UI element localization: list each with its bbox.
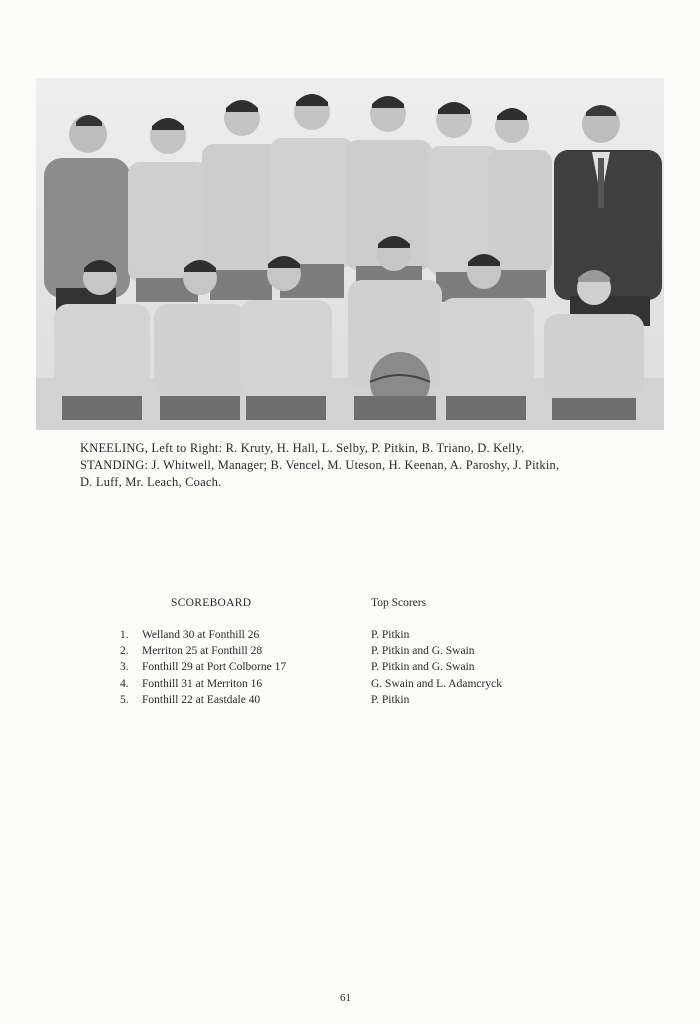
top-scorers-list (371, 627, 502, 708)
scoreboard-title: SCOREBOARD (171, 597, 252, 609)
team-photo (36, 78, 664, 430)
game-number: 2. (120, 645, 129, 658)
game-row (120, 643, 286, 659)
top-scorers-title: Top Scorers (371, 597, 427, 609)
page-number: 61 (340, 992, 351, 1004)
game-result: Welland 30 at Fonthill 26 (142, 629, 260, 641)
photo-caption (80, 440, 640, 491)
top-scorer-entry: P. Pitkin (371, 629, 410, 641)
top-scorer-entry: P. Pitkin and G. Swain (371, 645, 475, 658)
caption-kneeling: KNEELING, Left to Right: R. Kruty, H. Hall, L. Selby, P. Pitkin, B. Triano, D. Kelly. (80, 441, 525, 455)
game-number: 1. (120, 629, 129, 641)
team-photo-illustration (36, 78, 664, 430)
scoreboard-list (120, 627, 286, 708)
game-row (120, 692, 286, 708)
game-number: 4. (120, 677, 129, 690)
top-scorer-entry: P. Pitkin (371, 693, 410, 706)
game-row (120, 659, 286, 675)
top-scorer-entry: G. Swain and L. Adamcryck (371, 677, 502, 690)
game-result: Fonthill 22 at Eastdale 40 (142, 693, 261, 706)
top-scorer-entry: P. Pitkin and G. Swain (371, 661, 475, 674)
game-result: Fonthill 31 at Merriton 16 (142, 677, 263, 690)
game-result: Merriton 25 at Fonthill 28 (142, 645, 263, 658)
caption-standing-line2: D. Luff, Mr. Leach, Coach. (80, 475, 222, 489)
game-row (120, 627, 286, 643)
game-number: 3. (120, 661, 129, 674)
game-result: Fonthill 29 at Port Colborne 17 (142, 661, 287, 674)
game-number: 5. (120, 693, 129, 706)
game-row (120, 676, 286, 692)
caption-standing-line1: STANDING: J. Whitwell, Manager; B. Vencel, M. Uteson, H. Keenan, A. Paroshy, J. Pitkin, (80, 458, 560, 472)
